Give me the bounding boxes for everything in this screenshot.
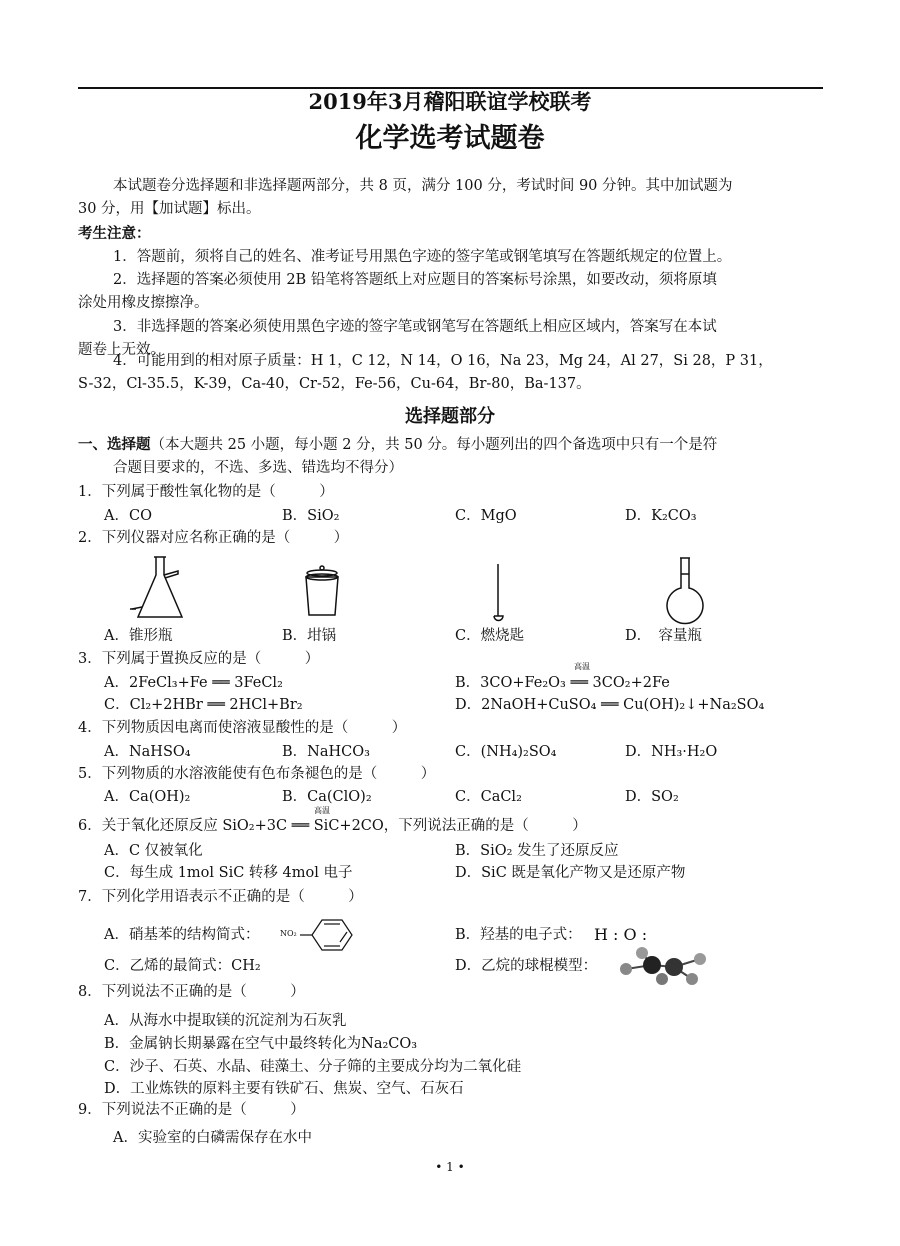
option: C．MgO: [455, 508, 517, 524]
option: B．SiO₂: [282, 508, 340, 524]
option: A．C 仅被氧化: [104, 843, 203, 859]
notice-line: S-32，Cl-35.5，K-39，Ca-40，Cr-52，Fe-56，Cu-64，Br-80，Ba-137。: [78, 376, 591, 392]
option: B．Ca(ClO)₂: [282, 789, 372, 805]
option: A．CO: [104, 508, 152, 524]
option: A．Ca(OH)₂: [104, 789, 191, 805]
benzene-ring-icon: [300, 918, 355, 952]
option: C．(NH₄)₂SO₄: [455, 744, 557, 760]
question-stem: 3．下列属于置换反应的是（ ）: [78, 651, 320, 667]
option: A．从海水中提取镁的沉淀剂为石灰乳: [104, 1013, 347, 1029]
notice-heading: 考生注意：: [78, 225, 151, 242]
intro-line: 本试题卷分选择题和非选择题两部分，共 8 页，满分 100 分，考试时间 90 分钟。其中加试题为: [113, 178, 733, 194]
option: C．Cl₂+2HBr ══ 2HCl+Br₂: [104, 697, 303, 713]
option: D．SiC 既是氧化产物又是还原产物: [455, 865, 686, 881]
option: D．2NaOH+CuSO₄ ══ Cu(OH)₂↓+Na₂SO₄: [455, 697, 765, 713]
question-stem: 7．下列化学用语表示不正确的是（ ）: [78, 889, 363, 905]
option: A．2FeCl₃+Fe ══ 3FeCl₂: [104, 675, 283, 691]
option: B．金属钠长期暴露在空气中最终转化为Na₂CO₃: [104, 1036, 418, 1052]
reaction-condition: 高温: [574, 662, 590, 671]
option: C．CaCl₂: [455, 789, 522, 805]
part-desc: 合题目要求的，不选、多选、错选均不得分）: [113, 460, 403, 476]
notice-line: 2．选择题的答案必须使用 2B 铅笔将答题纸上对应题目的答案标号涂黑，如要改动，须将原填: [113, 272, 717, 288]
option: A．硝基苯的结构简式：: [104, 927, 260, 943]
question-stem: 8．下列说法不正确的是（ ）: [78, 984, 305, 1000]
option: A．锥形瓶: [104, 628, 173, 644]
intro-line: 30 分，用【加试题】标出。: [78, 201, 261, 217]
question-stem: 9．下列说法不正确的是（ ）: [78, 1102, 305, 1118]
part-heading: 一、选择题: [78, 436, 151, 453]
option: C．每生成 1mol SiC 转移 4mol 电子: [104, 865, 353, 881]
option: C．乙烯的最简式：CH₂: [104, 958, 261, 974]
question-stem: 6．关于氧化还原反应 SiO₂+3C ══ SiC+2CO，下列说法正确的是（ ）: [78, 818, 587, 834]
ethane-ball-stick-model-icon: [612, 945, 710, 987]
option: A．实验室的白磷需保存在水中: [113, 1130, 312, 1146]
option: C．沙子、石英、水晶、硅藻土、分子筛的主要成分均为二氧化硅: [104, 1059, 522, 1075]
notice-line: 题卷上无效。: [78, 342, 165, 358]
nitro-label: NO₂: [280, 929, 297, 938]
question-stem: 5．下列物质的水溶液能使有色布条褪色的是（ ）: [78, 766, 436, 782]
option: D．K₂CO₃: [625, 508, 697, 524]
question-stem: 1．下列属于酸性氧化物的是（ ）: [78, 484, 334, 500]
exam-title: 2019年3月稽阳联谊学校联考: [308, 89, 592, 114]
volumetric-flask-icon: [660, 556, 710, 626]
notice-line: 1．答题前，须将自己的姓名、准考证号用黑色字迹的签字笔或钢笔填写在答题纸规定的位置上。: [113, 249, 732, 265]
question-stem: 4．下列物质因电离而使溶液显酸性的是（ ）: [78, 720, 407, 736]
combustion-spoon-icon: [490, 562, 510, 624]
crucible-icon: [300, 565, 345, 620]
option: B．NaHCO₃: [282, 744, 370, 760]
option: A．NaHSO₄: [104, 744, 191, 760]
part-desc: （本大题共 25 小题，每小题 2 分，共 50 分。每小题列出的四个备选项中只有一个是符: [150, 437, 718, 453]
page-number: • 1 •: [435, 1160, 465, 1174]
option: C．燃烧匙: [455, 628, 525, 644]
notice-line: 4．可能用到的相对原子质量：H 1，C 12，N 14，O 16，Na 23，Mg 24，Al 27，Si 28，P 31，: [113, 353, 773, 369]
question-stem: 2．下列仪器对应名称正确的是（ ）: [78, 530, 349, 546]
option: D．NH₃·H₂O: [625, 744, 718, 760]
hydroxyl-electron-formula: H : O :: [594, 925, 648, 944]
notice-line: 涂处用橡皮擦擦净。: [78, 295, 209, 311]
section-title: 选择题部分: [405, 406, 495, 427]
notice-line: 3．非选择题的答案必须使用黑色字迹的签字笔或钢笔写在答题纸上相应区域内，答案写在本试: [113, 319, 717, 335]
option: D． 容量瓶: [625, 628, 702, 644]
option: D．乙烷的球棍模型：: [455, 958, 598, 974]
option: D．工业炼铁的原料主要有铁矿石、焦炭、空气、石灰石: [104, 1081, 464, 1097]
exam-subtitle: 化学选考试题卷: [355, 123, 545, 154]
option: B．SiO₂ 发生了还原反应: [455, 843, 619, 859]
option: B．3CO+Fe₂O₃ ══ 3CO₂+2Fe: [455, 675, 670, 691]
option: B．坩锅: [282, 628, 337, 644]
reaction-condition: 高温: [314, 806, 330, 815]
option: B．羟基的电子式：: [455, 927, 582, 943]
suction-flask-icon: [128, 555, 198, 625]
option: D．SO₂: [625, 789, 679, 805]
